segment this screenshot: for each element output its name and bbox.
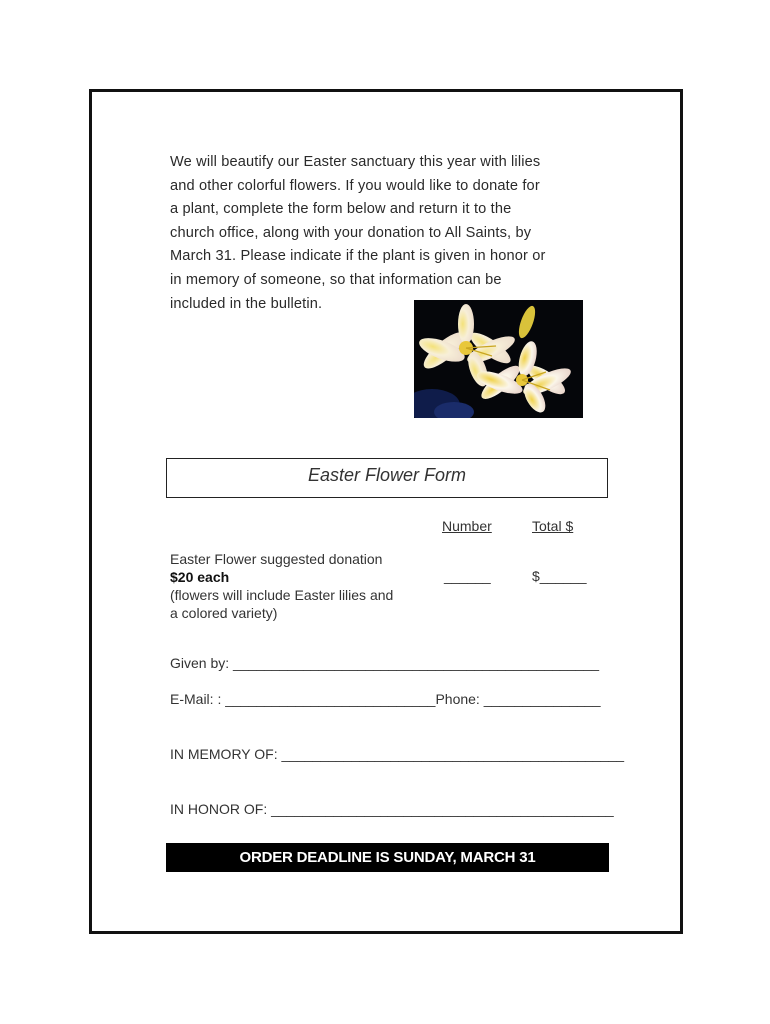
number-column-header: Number <box>442 518 492 534</box>
email-phone-field[interactable]: E-Mail: : ___________________________Phone: _______________ <box>170 691 601 707</box>
intro-line: and other colorful flowers. If you would like to donate for <box>170 177 540 194</box>
item-description <box>170 550 425 622</box>
intro-line: We will beautify our Easter sanctuary this year with lilies <box>170 154 541 170</box>
number-field[interactable]: ______ <box>444 568 491 584</box>
deadline-banner: ORDER DEADLINE IS SUNDAY, MARCH 31 <box>166 843 609 872</box>
intro-line: included in the bulletin. <box>170 295 323 312</box>
intro-line: church office, along with your donation to All Saints, by <box>170 224 532 241</box>
item-name: Easter Flower suggested donation <box>170 551 383 567</box>
form-title-box <box>166 458 608 498</box>
form-title: Easter Flower Form <box>307 465 467 485</box>
intro-line: a plant, complete the form below and return it to the <box>170 201 512 218</box>
in-memory-field[interactable]: IN MEMORY OF: ____________________________________________ <box>170 746 625 762</box>
total-field[interactable]: $______ <box>532 568 587 584</box>
item-note: (flowers will include Easter lilies and <box>170 587 394 603</box>
in-honor-field[interactable]: IN HONOR OF: ____________________________________________ <box>170 801 614 817</box>
given-by-field[interactable]: Given by: _______________________________________________ <box>170 655 599 671</box>
intro-line: March 31. Please indicate if the plant is given in honor or <box>170 248 546 265</box>
intro-line: in memory of someone, so that information can be <box>170 271 502 288</box>
total-column-header: Total $ <box>532 518 574 534</box>
item-note: a colored variety) <box>170 605 278 621</box>
intro-paragraph <box>170 151 610 316</box>
item-price: $20 each <box>170 569 230 585</box>
lily-flowers-photo <box>414 300 583 418</box>
